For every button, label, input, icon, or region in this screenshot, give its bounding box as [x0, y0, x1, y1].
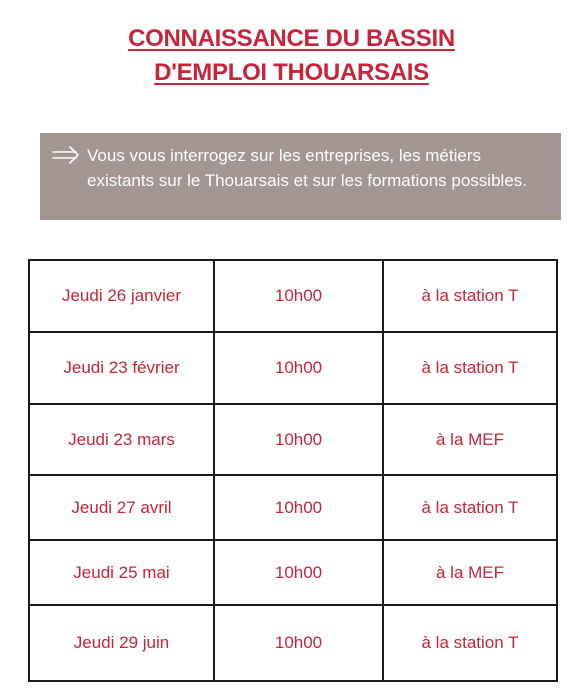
right-double-arrow-icon: [52, 146, 80, 164]
intro-text: Vous vous interrogez sur les entreprises, les métiers existants sur le Thouarsais et sur les formations possibles.: [87, 146, 527, 190]
session-place: à la station T: [383, 332, 557, 404]
table-row: [29, 540, 557, 605]
session-time: 10h00: [214, 404, 383, 475]
session-time: 10h00: [214, 260, 383, 332]
table-row: [29, 605, 557, 681]
session-time: 10h00: [214, 475, 383, 540]
session-date: Jeudi 23 mars: [29, 404, 214, 475]
session-place: à la station T: [383, 260, 557, 332]
session-place: à la station T: [383, 605, 557, 681]
page-title: [0, 22, 583, 90]
session-place: à la MEF: [383, 404, 557, 475]
session-time: 10h00: [214, 540, 383, 605]
session-date: Jeudi 29 juin: [29, 605, 214, 681]
session-date: Jeudi 23 février: [29, 332, 214, 404]
title-line-1: CONNAISSANCE DU BASSIN: [128, 25, 455, 52]
table-row: [29, 260, 557, 332]
session-date: Jeudi 27 avril: [29, 475, 214, 540]
session-time: 10h00: [214, 332, 383, 404]
table-row: [29, 332, 557, 404]
session-place: à la MEF: [383, 540, 557, 605]
title-line-2: D'EMPLOI THOUARSAIS: [154, 59, 429, 86]
schedule-table: [28, 259, 558, 682]
session-date: Jeudi 26 janvier: [29, 260, 214, 332]
session-time: 10h00: [214, 605, 383, 681]
intro-banner: [40, 133, 561, 220]
session-place: à la station T: [383, 475, 557, 540]
table-row: [29, 404, 557, 475]
session-date: Jeudi 25 mai: [29, 540, 214, 605]
table-row: [29, 475, 557, 540]
